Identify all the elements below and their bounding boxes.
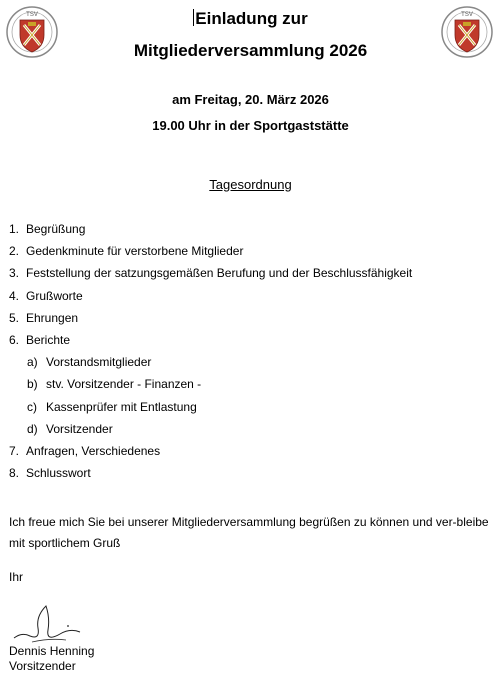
item-text: Feststellung der satzungsgemäßen Berufung und der Beschlussfähigkeit — [26, 266, 413, 281]
subitem-text: Kassenprüfer mit Entlastung — [46, 399, 197, 414]
meeting-date: am Freitag, 20. März 2026 — [172, 92, 329, 107]
subitem-letter: b) — [27, 377, 38, 392]
item-number: 5. — [9, 310, 20, 325]
item-number: 7. — [9, 443, 20, 458]
item-text: Ehrungen — [26, 310, 79, 325]
item-text: Anfragen, Verschiedenes — [26, 443, 161, 458]
crest-text: TSV — [461, 12, 473, 18]
document-title-line-1 — [0, 9, 501, 29]
item-number: 1. — [9, 222, 20, 236]
handwritten-signature — [10, 598, 100, 648]
subitem-letter: a) — [27, 355, 38, 370]
subitem-text: Vorsitzender — [46, 421, 113, 436]
meeting-time-location: 19.00 Uhr in der Sportgaststätte — [152, 118, 349, 133]
item-text: Grußworte — [26, 288, 83, 303]
document-title-line-2: Mitgliederversammlung 2026 — [133, 41, 368, 60]
subitem-letter: c) — [27, 399, 37, 414]
item-number: 3. — [9, 266, 20, 281]
item-number: 6. — [9, 332, 20, 347]
signatory-name: Dennis Henning — [9, 644, 95, 658]
subitem-text: Vorstandsmitglieder — [46, 355, 152, 370]
item-text: Begrüßung — [26, 222, 86, 236]
closing-paragraph: Ich freue mich Sie bei unserer Mitgliederversammlung begrüßen zu können und ver-bleibe mit sportlichem Gruß — [9, 515, 489, 550]
subitem-letter: d) — [27, 421, 38, 436]
agenda-heading: Tagesordnung — [209, 177, 292, 192]
salutation: Ihr — [9, 570, 24, 584]
item-text: Gedenkminute für verstorbene Mitglieder — [26, 244, 244, 259]
item-number: 8. — [9, 466, 20, 481]
crest-text: TSV — [26, 12, 38, 18]
item-number: 2. — [9, 244, 20, 259]
signatory-role: Vorsitzender — [9, 659, 76, 673]
item-text: Schlusswort — [26, 466, 91, 481]
item-text: Berichte — [26, 332, 71, 347]
subitem-text: stv. Vorsitzender - Finanzen - — [46, 377, 202, 392]
item-number: 4. — [9, 288, 20, 303]
title-line-1-text: Einladung zur — [195, 9, 308, 28]
signatory — [9, 644, 94, 674]
